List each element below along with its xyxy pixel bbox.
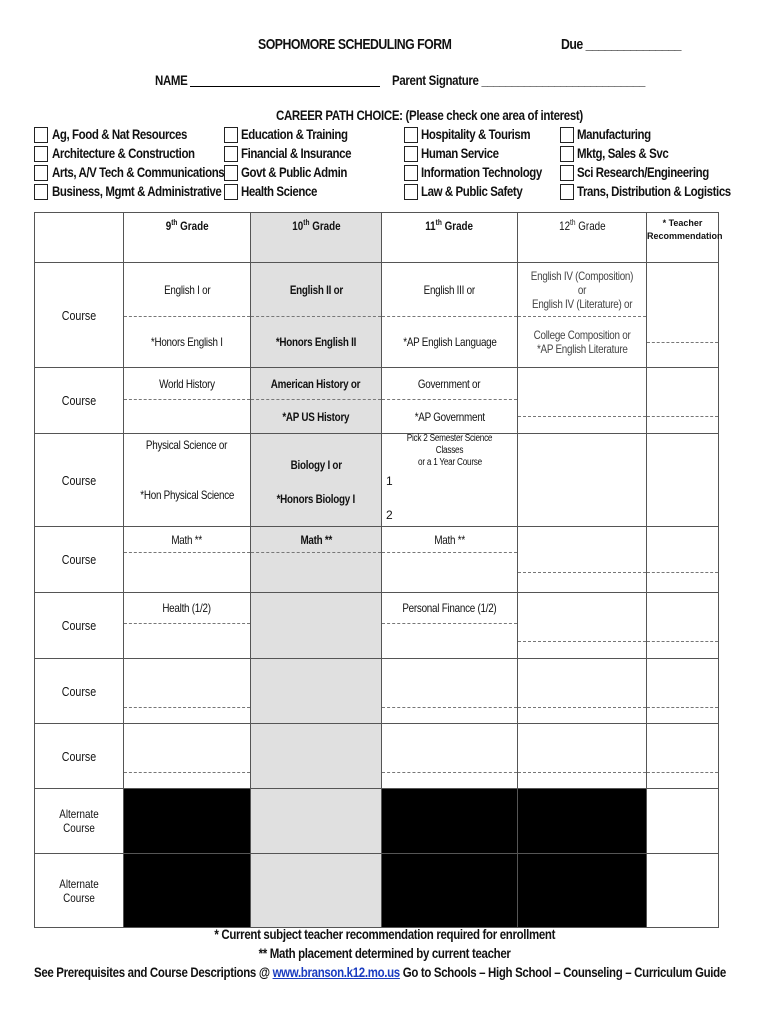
checkbox-financial[interactable] xyxy=(224,146,238,162)
course-option: World History xyxy=(159,376,215,391)
math-10-cell[interactable] xyxy=(251,527,382,593)
course-row-science xyxy=(35,434,719,527)
health-12-cell[interactable] xyxy=(518,593,647,659)
career-option: Manufacturing xyxy=(577,126,651,142)
science-10-cell[interactable] xyxy=(251,434,382,527)
teacher-rec-cell[interactable] xyxy=(647,854,719,928)
course-label: Course xyxy=(35,527,124,593)
course-option: *AP Government xyxy=(414,409,485,424)
blank-10-cell[interactable] xyxy=(251,659,382,724)
course-option: *AP English Literature xyxy=(536,342,628,356)
math-9-cell[interactable] xyxy=(124,527,251,593)
course-option: Pick 2 Semester Science Classes xyxy=(406,433,493,456)
grade-word: Grade xyxy=(308,219,341,233)
form-title: SOPHOMORE SCHEDULING FORM xyxy=(258,36,452,53)
course-option: or a 1 Year Course xyxy=(417,457,482,468)
math-12-cell[interactable] xyxy=(518,527,647,593)
grade-word: Grade xyxy=(575,219,606,233)
career-option: Mktg, Sales & Svc xyxy=(577,145,669,161)
teacher-rec-cell[interactable] xyxy=(647,659,719,724)
checkbox-architecture[interactable] xyxy=(34,146,48,162)
course-label: Course xyxy=(35,593,124,659)
course-option: Health (1/2) xyxy=(162,601,212,615)
checkbox-ag-food[interactable] xyxy=(34,127,48,143)
checkbox-manufacturing[interactable] xyxy=(560,127,574,143)
teacher-rec-cell[interactable] xyxy=(647,368,719,434)
career-option: Human Service xyxy=(421,145,499,161)
career-option: Law & Public Safety xyxy=(421,183,523,199)
course-row-english xyxy=(35,263,719,368)
course-option: *AP English Language xyxy=(402,335,497,349)
grade-suffix: th xyxy=(302,218,309,227)
career-option: Business, Mgmt & Administrative xyxy=(52,183,222,199)
checkbox-arts-av[interactable] xyxy=(34,165,48,181)
teacher-rec-cell[interactable] xyxy=(647,434,719,527)
career-option: Trans, Distribution & Logistics xyxy=(577,183,731,199)
science-11-cell[interactable] xyxy=(382,434,518,527)
course-label: Course xyxy=(35,263,124,368)
name-field[interactable] xyxy=(190,86,380,87)
parent-signature-label: Parent Signature ___________________________ xyxy=(392,72,646,88)
checkbox-health-science[interactable] xyxy=(224,184,238,200)
checkbox-business[interactable] xyxy=(34,184,48,200)
grade-number: 11 xyxy=(425,219,437,233)
checkbox-education[interactable] xyxy=(224,127,238,143)
alternate-course-row xyxy=(35,854,719,928)
checkbox-govt[interactable] xyxy=(224,165,238,181)
checkbox-hospitality[interactable] xyxy=(404,127,418,143)
career-option: Govt & Public Admin xyxy=(241,164,347,180)
checkbox-info-tech[interactable] xyxy=(404,165,418,181)
course-option: Math ** xyxy=(300,532,332,547)
grade-suffix: th xyxy=(569,218,576,227)
teacher-header-line: Recommendation xyxy=(647,231,723,241)
health-9-cell[interactable] xyxy=(124,593,251,659)
career-option: Ag, Food & Nat Resources xyxy=(52,126,187,142)
course-option: Personal Finance (1/2) xyxy=(402,601,497,615)
blocked-cell xyxy=(124,854,251,928)
teacher-rec-cell[interactable] xyxy=(647,527,719,593)
alternate-course-row xyxy=(35,789,719,854)
course-option: *Honors Biology I xyxy=(276,492,356,506)
grade-10-header xyxy=(251,213,382,263)
see-prerequisites-line xyxy=(34,964,726,980)
teacher-header-line: * Teacher xyxy=(662,218,703,228)
name-label: NAME xyxy=(155,72,188,88)
footnote-teacher: * Current subject teacher recommendation required for enrollment xyxy=(214,926,556,942)
blank-12-cell[interactable] xyxy=(518,724,647,789)
course-option: English IV (Literature) or xyxy=(531,296,633,311)
blocked-cell xyxy=(518,789,647,854)
history-12-cell[interactable] xyxy=(518,368,647,434)
blocked-cell xyxy=(518,854,647,928)
career-option: Hospitality & Tourism xyxy=(421,126,531,142)
career-option: Financial & Insurance xyxy=(241,145,352,161)
blank-12-cell[interactable] xyxy=(518,659,647,724)
grade-11-header xyxy=(382,213,518,263)
course-option: English I or xyxy=(163,282,211,297)
course-option: Government or xyxy=(418,376,481,391)
history-10-cell[interactable] xyxy=(251,368,382,434)
blocked-cell xyxy=(382,854,518,928)
grade-header-row xyxy=(35,213,719,263)
course-option: College Composition or xyxy=(533,328,631,342)
career-option: Health Science xyxy=(241,183,317,199)
english-12-cell[interactable] xyxy=(518,263,647,368)
health-10-cell[interactable] xyxy=(251,593,382,659)
grade-number: 9 xyxy=(165,219,172,233)
course-row-blank xyxy=(35,659,719,724)
course-option: Physical Science or xyxy=(146,438,228,452)
course-label: Course xyxy=(35,434,124,527)
history-9-cell[interactable] xyxy=(124,368,251,434)
course-option: Math ** xyxy=(171,532,203,547)
english-11-cell[interactable] xyxy=(382,263,518,368)
science-12-cell[interactable] xyxy=(518,434,647,527)
math-11-cell[interactable] xyxy=(382,527,518,593)
health-11-cell[interactable] xyxy=(382,593,518,659)
career-path-heading: CAREER PATH CHOICE: (Please check one area of interest) xyxy=(276,107,583,123)
english-10-cell[interactable] xyxy=(251,263,382,368)
grade-word: Grade xyxy=(442,219,474,233)
grade-9-header xyxy=(124,213,251,263)
alternate-course-label: Alternate Course xyxy=(35,789,124,854)
course-row-health xyxy=(35,593,719,659)
history-11-cell[interactable] xyxy=(382,368,518,434)
teacher-rec-cell[interactable] xyxy=(647,263,719,368)
checkbox-law[interactable] xyxy=(404,184,418,200)
career-option: Education & Training xyxy=(241,126,348,142)
blank-11-cell[interactable] xyxy=(382,659,518,724)
checkbox-human-service[interactable] xyxy=(404,146,418,162)
checkbox-marketing[interactable] xyxy=(560,146,574,162)
course-option: Math ** xyxy=(434,532,465,547)
empty-corner-cell xyxy=(35,213,124,263)
alternate-course-label: Alternate Course xyxy=(35,854,124,928)
see-prefix-text: See Prerequisites and Course Descriptions @ xyxy=(34,964,273,980)
course-option: English III or xyxy=(423,282,476,297)
science-9-cell[interactable] xyxy=(124,434,251,527)
course-label: Course xyxy=(35,659,124,724)
career-option: Sci Research/Engineering xyxy=(577,164,709,180)
checkbox-sci-research[interactable] xyxy=(560,165,574,181)
blank-9-cell[interactable] xyxy=(124,659,251,724)
blocked-cell xyxy=(124,789,251,854)
see-suffix-text: Go to Schools – High School – Counseling – Curriculum Guide xyxy=(399,964,726,980)
course-option: *Honors English II xyxy=(275,335,357,349)
teacher-rec-cell[interactable] xyxy=(647,789,719,854)
blank-11-cell[interactable] xyxy=(382,724,518,789)
career-option: Information Technology xyxy=(421,164,542,180)
course-label: Course xyxy=(35,724,124,789)
course-option: English II or xyxy=(289,282,343,297)
course-option: English IV (Composition) or xyxy=(530,268,634,297)
course-row-blank xyxy=(35,724,719,789)
due-date-label: Due _______________ xyxy=(561,36,681,53)
course-option: *AP US History xyxy=(282,409,350,424)
course-option: *Hon Physical Science xyxy=(140,488,234,502)
english-9-cell[interactable] xyxy=(124,263,251,368)
course-option: *Honors English I xyxy=(151,335,223,349)
career-option: Architecture & Construction xyxy=(52,145,195,161)
grade-suffix: th xyxy=(171,218,178,227)
blocked-cell xyxy=(382,789,518,854)
checkbox-transportation[interactable] xyxy=(560,184,574,200)
teacher-rec-cell[interactable] xyxy=(647,593,719,659)
course-row-history xyxy=(35,368,719,434)
grade-word: Grade xyxy=(177,219,209,233)
science-slot-number: 1 xyxy=(386,474,393,488)
grade-number: 12 xyxy=(558,219,570,233)
grade-12-header xyxy=(518,213,647,263)
science-slot-number: 2 xyxy=(386,508,393,522)
branson-website-link[interactable]: www.branson.k12.mo.us xyxy=(272,964,400,980)
course-option: American History or xyxy=(271,376,361,391)
course-option: Biology I or xyxy=(290,458,342,472)
blank-9-cell[interactable] xyxy=(124,724,251,789)
blank-10-cell[interactable] xyxy=(251,724,382,789)
course-row-math xyxy=(35,527,719,593)
career-option: Arts, A/V Tech & Communications xyxy=(52,164,225,180)
schedule-table xyxy=(34,212,723,928)
course-label: Course xyxy=(35,368,124,434)
footnote-math: ** Math placement determined by current teacher xyxy=(259,945,511,961)
alternate-10-cell[interactable] xyxy=(251,789,382,854)
teacher-rec-cell[interactable] xyxy=(647,724,719,789)
teacher-recommendation-header xyxy=(647,213,723,263)
alternate-10-cell[interactable] xyxy=(251,854,382,928)
grade-suffix: th xyxy=(436,218,443,227)
grade-number: 10 xyxy=(291,219,303,233)
